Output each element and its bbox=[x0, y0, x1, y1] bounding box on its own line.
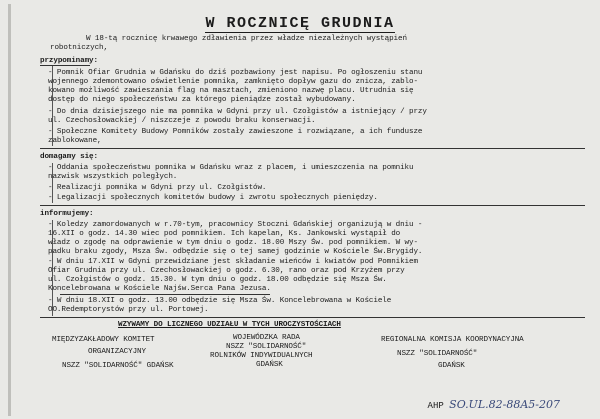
section1-line: wojennego zdemontowano oświetlenie pomnika, zamknięto dopływ gazu do znicza, zablo- bbox=[48, 78, 418, 86]
signature-mkzo-line-2: ORGANIZACYJNY bbox=[88, 348, 146, 356]
section-divider bbox=[40, 205, 585, 206]
signature-wr-line-3: ROLNIKÓW INDYWIDUALNYCH bbox=[210, 352, 313, 360]
section3-line: - W dniu 18.XII o godz. 13.00 odbędzie się Msza Św. Koncelebrowana w Kościele bbox=[48, 297, 392, 305]
section-heading-domagamy: domagamy się: bbox=[40, 153, 98, 161]
signature-wr-line-4: GDAŃSK bbox=[256, 361, 283, 369]
intro-line-2: robotniczych, bbox=[50, 44, 108, 52]
section-divider bbox=[40, 317, 585, 318]
signature-wr-line-1: WOJEWÓDZKA RADA bbox=[233, 334, 300, 342]
section3-line: Ofiar Grudnia przy ul. Czechosłowackiej o godz. 6.30, rano oraz pod Krzyżem przy bbox=[48, 267, 405, 275]
section-heading-przypominamy: przypominamy: bbox=[40, 57, 98, 65]
signature-wr-line-2: NSZZ "SOLIDARNOŚĆ" bbox=[226, 343, 307, 351]
section2-line: - Realizacji pomnika w Gdyni przy ul. Czołgistów. bbox=[48, 184, 267, 192]
section2-line: - Legalizacji społecznych komitetów budowy i zwrotu społecznych pieniędzy. bbox=[48, 194, 378, 202]
signature-rkk-line-2: NSZZ "SOLIDARNOŚĆ" bbox=[397, 350, 478, 358]
section-divider bbox=[40, 148, 585, 149]
section1-line: zablokowane, bbox=[48, 137, 102, 145]
section3-line: - Koledzy zamordowanych w r.70-tym, pracownicy Stoczni Gdańskiej organizują w dniu - bbox=[48, 221, 423, 229]
signature-rkk-line-1: REGIONALNA KOMISJA KOORDYNACYJNA bbox=[381, 336, 524, 344]
section2-line: nazwisk wszystkich poległych. bbox=[48, 173, 178, 181]
section1-line: kowano możliwość zawieszania flag na masztach, zmieniono nazwę placu. Utrudnia się bbox=[48, 87, 414, 95]
section1-line: - Do dnia dzisiejszego nie ma pomnika w Gdyni przy ul. Czołgistów a istniejący / przy bbox=[48, 108, 427, 116]
signature-mkzo-line-1: MIĘDZYZAKŁADOWY KOMITET bbox=[52, 336, 155, 344]
section3-line: padku braku zgody, Msza Św. odbędzie się o tej samej godzinie w Kościele Św.Brygidy. bbox=[48, 248, 423, 256]
section3-line: OO.Redemptorystów przy ul. Portowej. bbox=[48, 306, 209, 314]
section1-line: ul. Czechosłowackiej / niszczeje z powodu braku konserwacji. bbox=[48, 117, 316, 125]
section1-line: - Społeczne Komitety Budowy Pomników zostały zawieszone i rozwiązane, a ich fundusze bbox=[48, 128, 423, 136]
section-heading-informujemy: informujemy: bbox=[40, 210, 94, 218]
section3-line: 16.XII o godz. 14.30 wiec pod pomnikiem. Ich kapelan, Ks. Jankowski wystąpił do bbox=[48, 230, 401, 238]
section1-line: - Pomnik Ofiar Grudnia w Gdańsku do dziś pozbawiony jest napisu. Po ogłoszeniu stanu bbox=[48, 69, 423, 77]
section3-line: - W dniu 17.XII w Gdyni przewidziane jest składanie wieńców i kwiatów pod Pomnikiem bbox=[48, 258, 418, 266]
archive-stamp bbox=[428, 398, 560, 411]
section3-line: Koncelebrowana w Kościele Najśw.Serca Pana Jezusa. bbox=[48, 285, 271, 293]
section3-line: ul. Czołgistów o godz. 15.30. W tym dniu o godz. 18.00 odbędzie się Msza Św. bbox=[48, 276, 387, 284]
line-underline bbox=[60, 294, 270, 295]
scan-edge bbox=[8, 4, 11, 416]
appeal-line: WZYWAMY DO LICZNEGO UDZIAŁU W TYCH UROCZYSTOŚCIACH bbox=[118, 321, 341, 329]
leaflet-title: W ROCZNICĘ GRUDNIA bbox=[205, 15, 395, 32]
archive-signature: SO.UL.82-88A5-207 bbox=[449, 398, 560, 411]
archive-label: AHP bbox=[427, 401, 444, 411]
intro-line-1: W 18-tą rocznicę krwawego zdławienia przez władze niezależnych wystąpień bbox=[86, 35, 407, 43]
section1-line: dostęp do niego społeczeństwu za którego pieniądze został wybudowany. bbox=[48, 96, 356, 104]
signature-mkzo-line-3: NSZZ "SOLIDARNOŚĆ" GDAŃSK bbox=[62, 362, 174, 370]
section2-line: - Oddania społeczeństwu pomnika w Gdańsku wraz z placem, i umieszczenia na pomniku bbox=[48, 164, 414, 172]
signature-rkk-line-3: GDAŃSK bbox=[438, 362, 465, 370]
heading-underline bbox=[40, 65, 90, 66]
section3-line: władz o zgodę na odprawienie w tym dniu o godz. 18.00 Mszy Św. pod pomnikiem. W wy- bbox=[48, 239, 418, 247]
